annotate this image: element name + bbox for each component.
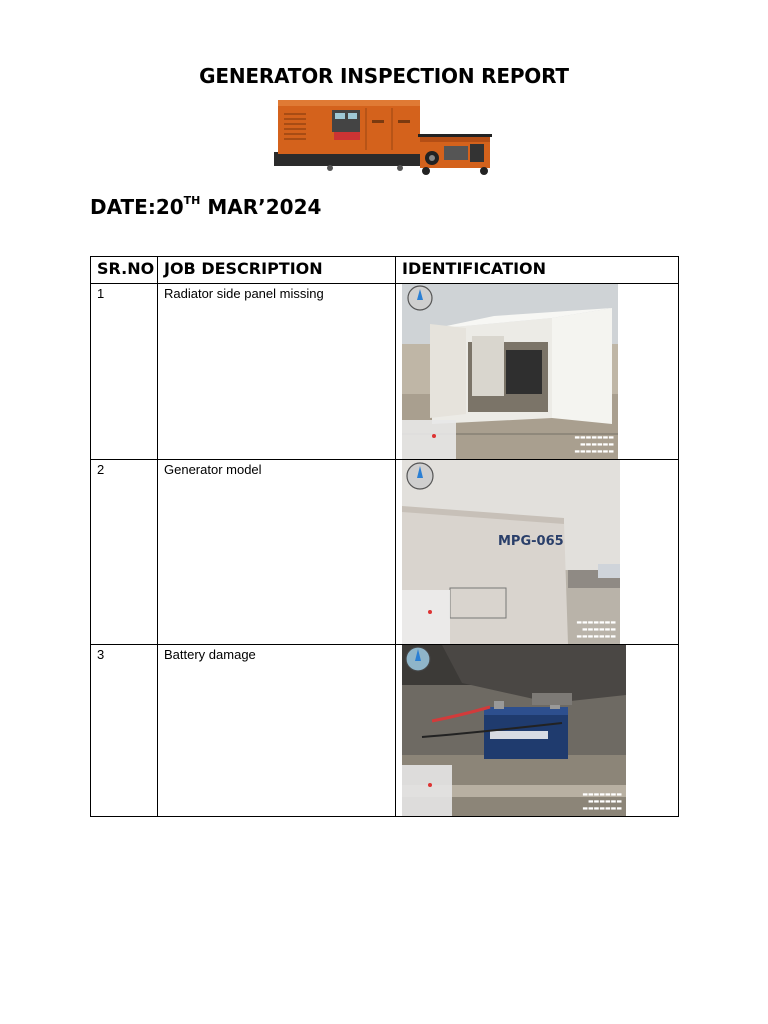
row-description: Battery damage [158,645,396,817]
date-superscript: TH [183,194,201,207]
row-description: Radiator side panel missing [158,284,396,460]
table-header-row [91,257,679,284]
generator-model-photo [402,460,620,644]
row-sr-no: 2 [91,460,158,645]
row-identification [396,460,679,645]
photo-timestamp-overlay: ▬▬▬▬▬▬▬ ▬▬▬▬▬▬ ▬▬▬▬▬▬▬ [576,619,616,640]
generator-model-label: MPG-065 [498,534,564,549]
photo-timestamp-overlay: ▬▬▬▬▬▬▬ ▬▬▬▬▬▬ ▬▬▬▬▬▬▬ [582,791,622,812]
generator-illustration [272,94,496,176]
radiator-panel-photo [402,284,618,459]
row-identification [396,284,679,460]
row-sr-no: 3 [91,645,158,817]
header-sr-no: SR.NO [91,257,158,284]
report-date: DATE:20TH MAR’2024 [90,194,322,219]
photo-timestamp-overlay: ▬▬▬▬▬▬▬ ▬▬▬▬▬▬ ▬▬▬▬▬▬▬ [574,434,614,455]
row-description: Generator model [158,460,396,645]
row-identification [396,645,679,817]
table-row [91,645,679,817]
table-row [91,284,679,460]
row-sr-no: 1 [91,284,158,460]
table-row [91,460,679,645]
header-job-description: JOB DESCRIPTION [158,257,396,284]
header-identification: IDENTIFICATION [396,257,679,284]
inspection-table [90,256,679,817]
report-title: GENERATOR INSPECTION REPORT [199,64,569,88]
battery-damage-photo [402,645,626,816]
